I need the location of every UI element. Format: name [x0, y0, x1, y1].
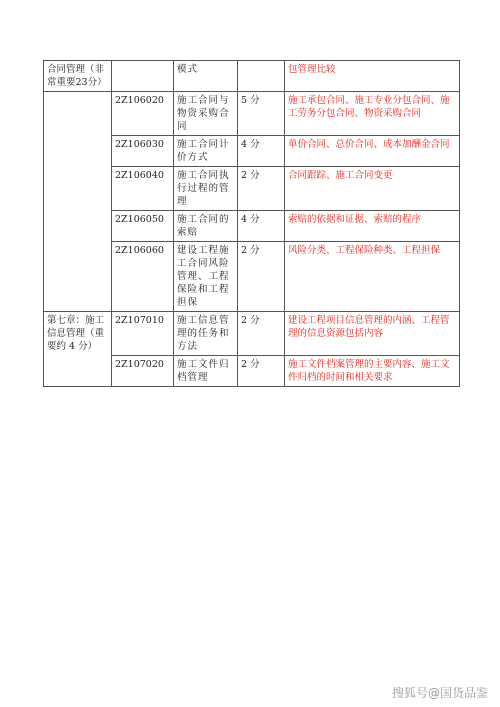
chapter-cell	[44, 92, 112, 312]
points-cell: 4 分	[238, 136, 285, 167]
topic-cell: 施工文件归档管理	[174, 356, 238, 387]
content-cell: 建设工程项目信息管理的内涵、工程管理的信息资源包括内容	[285, 312, 460, 356]
points-cell: 5 分	[238, 92, 285, 136]
syllabus-table	[43, 60, 460, 387]
code-cell: 2Z107010	[112, 312, 174, 356]
table-row	[44, 312, 460, 356]
content-cell: 包管理比较	[285, 61, 460, 92]
content-cell: 风险分类、工程保险种类、工程担保	[285, 242, 460, 312]
table-row	[44, 61, 460, 92]
table-row	[44, 92, 460, 136]
code-cell: 2Z107020	[112, 356, 174, 387]
content-cell: 单价合同、总价合同、成本加酬金合同	[285, 136, 460, 167]
document-page	[43, 60, 460, 387]
topic-cell: 施工合同与物资采购合同	[174, 92, 238, 136]
topic-cell: 施工合同计价方式	[174, 136, 238, 167]
points-cell: 2 分	[238, 356, 285, 387]
code-cell: 2Z106020	[112, 92, 174, 136]
code-cell: 2Z106030	[112, 136, 174, 167]
topic-cell: 施工合同的索赔	[174, 211, 238, 242]
points-cell: 4 分	[238, 211, 285, 242]
content-cell: 合同跟踪、施工合同变更	[285, 167, 460, 211]
code-cell	[112, 61, 174, 92]
points-cell	[238, 61, 285, 92]
points-cell: 2 分	[238, 167, 285, 211]
chapter-cell: 合同管理（非常重要23分）	[44, 61, 112, 92]
topic-cell: 建设工程施工合同风险管理、工程保险和工程担保	[174, 242, 238, 312]
topic-cell: 施工合同执行过程的管理	[174, 167, 238, 211]
content-cell: 索赔的依据和证据、索赔的程序	[285, 211, 460, 242]
points-cell: 2 分	[238, 242, 285, 312]
topic-cell: 模式	[174, 61, 238, 92]
code-cell: 2Z106050	[112, 211, 174, 242]
chapter-cell: 第七章：施工信息管理（重要约 4 分）	[44, 312, 112, 387]
points-cell: 2 分	[238, 312, 285, 356]
content-cell: 施工文件档案管理的主要内容、施工文件归档的时间和相关要求	[285, 356, 460, 387]
code-cell: 2Z106040	[112, 167, 174, 211]
code-cell: 2Z106060	[112, 242, 174, 312]
content-cell: 施工承包合同、施工专业分包合同、施工劳务分包合同、物资采购合同	[285, 92, 460, 136]
topic-cell: 施工信息管理的任务和方法	[174, 312, 238, 356]
watermark-text: 搜狐号@国货品鉴	[391, 686, 488, 700]
